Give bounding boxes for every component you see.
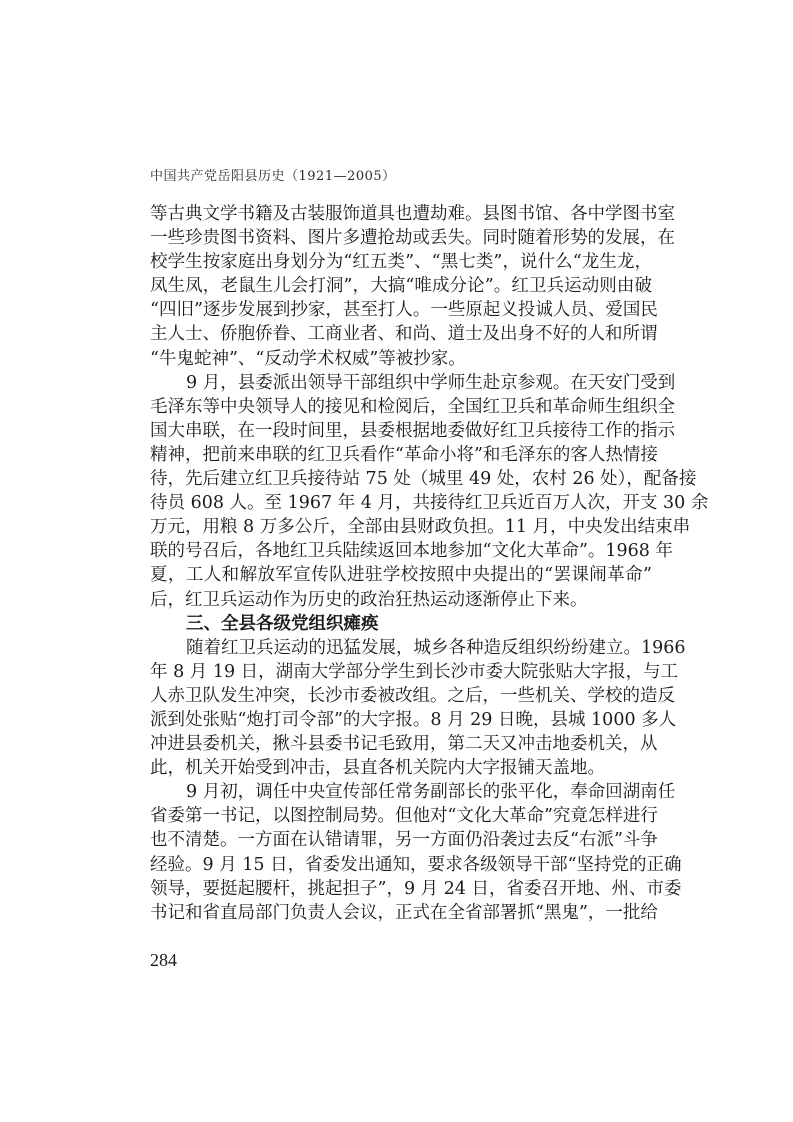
paragraph <box>150 371 709 612</box>
text-line: 年 8 月 19 日，湖南大学部分学生到长沙市委大院张贴大字报，与工 <box>150 661 679 682</box>
text-line: 书记和省直局部门负责人会议，正式在全省部署抓“黑鬼”，一批给 <box>150 902 658 923</box>
text-line: 国大串联，在一段时间里，县委根据地委做好红卫兵接待工作的指示 <box>150 420 675 441</box>
text-line: 派到处张贴“炮打司令部”的大字报。8 月 29 日晚，县城 1000 多人 <box>150 709 677 730</box>
text-line: 领导，要挺起腰杆，挑起担子”，9 月 24 日，省委召开地、州、市委 <box>150 878 682 899</box>
page-number: 284 <box>150 950 177 970</box>
text-line: 一些珍贵图书资料、图片多遭抢劫或丢失。同时随着形势的发展，在 <box>150 228 675 249</box>
text-line: 也不清楚。一方面在认错请罪，另一方面仍沿袭过去反“右派”斗争 <box>150 830 658 851</box>
text-line: 随着红卫兵运动的迅猛发展，城乡各种造反组织纷纷建立。1966 <box>186 637 686 658</box>
text-line: 万元，用粮 8 万多公斤，全部由县财政负担。11 月，中央发出结束串 <box>150 517 691 538</box>
text-line: 待，先后建立红卫兵接待站 75 处（城里 49 处，农村 26 处），配备接 <box>150 469 697 490</box>
text-line: 夏，工人和解放军宣传队进驻学校按照中央提出的“罢课闹革命” <box>150 565 652 586</box>
body-text <box>150 202 709 925</box>
text-line: 冲进县委机关，揪斗县委书记毛致用，第二天又冲击地委机关，从 <box>150 734 658 755</box>
text-line: 精神，把前来串联的红卫兵看作“革命小将”和毛泽东的客人热情接 <box>150 444 658 465</box>
text-line: “牛鬼蛇神”、“反动学术权威”等被抄家。 <box>150 348 466 369</box>
section-heading: 三、全县各级党组织瘫痪 <box>186 613 379 634</box>
text-line: “四旧”逐步发展到抄家，甚至打人。一些原起义投诚人员、爱国民 <box>150 300 658 321</box>
running-header: 中国共产党岳阳县历史（1921—2005） <box>150 169 396 184</box>
text-line: 主人士、侨胞侨眷、工商业者、和尚、道士及出身不好的人和所谓 <box>150 324 658 345</box>
text-line: 9 月，县委派出领导干部组织中学师生赴京参观。在天安门受到 <box>186 372 676 393</box>
text-line: 经验。9 月 15 日，省委发出通知，要求各级领导干部“坚持党的正确 <box>150 854 682 875</box>
text-line: 人赤卫队发生冲突，长沙市委被改组。之后，一些机关、学校的造反 <box>150 685 675 706</box>
text-line: 待员 608 人。至 1967 年 4 月，共接待红卫兵近百万人次，开支 30 余 <box>150 493 709 514</box>
text-line: 联的号召后，各地红卫兵陆续返回本地参加“文化大革命”。1968 年 <box>150 541 673 562</box>
text-line: 9 月初，调任中央宣传部任常务副部长的张平化，奉命回湖南任 <box>186 782 676 803</box>
paragraph <box>150 202 675 371</box>
text-line: 毛泽东等中央领导人的接见和检阅后，全国红卫兵和革命师生组织全 <box>150 396 675 417</box>
text-line: 凤生凤，老鼠生儿会打洞”，大搞“唯成分论”。红卫兵运动则由破 <box>150 276 652 297</box>
text-line: 校学生按家庭出身划分为“红五类”、“黑七类”，说什么“龙生龙， <box>150 252 652 273</box>
text-line: 后，红卫兵运动作为历史的政治狂热运动逐渐停止下来。 <box>150 589 588 610</box>
paragraph <box>150 636 686 781</box>
paragraph <box>150 780 682 925</box>
text-line: 省委第一书记，以图控制局势。但他对“文化大革命”究竟怎样进行 <box>150 806 658 827</box>
text-line: 此，机关开始受到冲击，县直各机关院内大字报铺天盖地。 <box>150 758 605 779</box>
text-line: 等古典文学书籍及古装服饰道具也遭劫难。县图书馆、各中学图书室 <box>150 204 675 224</box>
